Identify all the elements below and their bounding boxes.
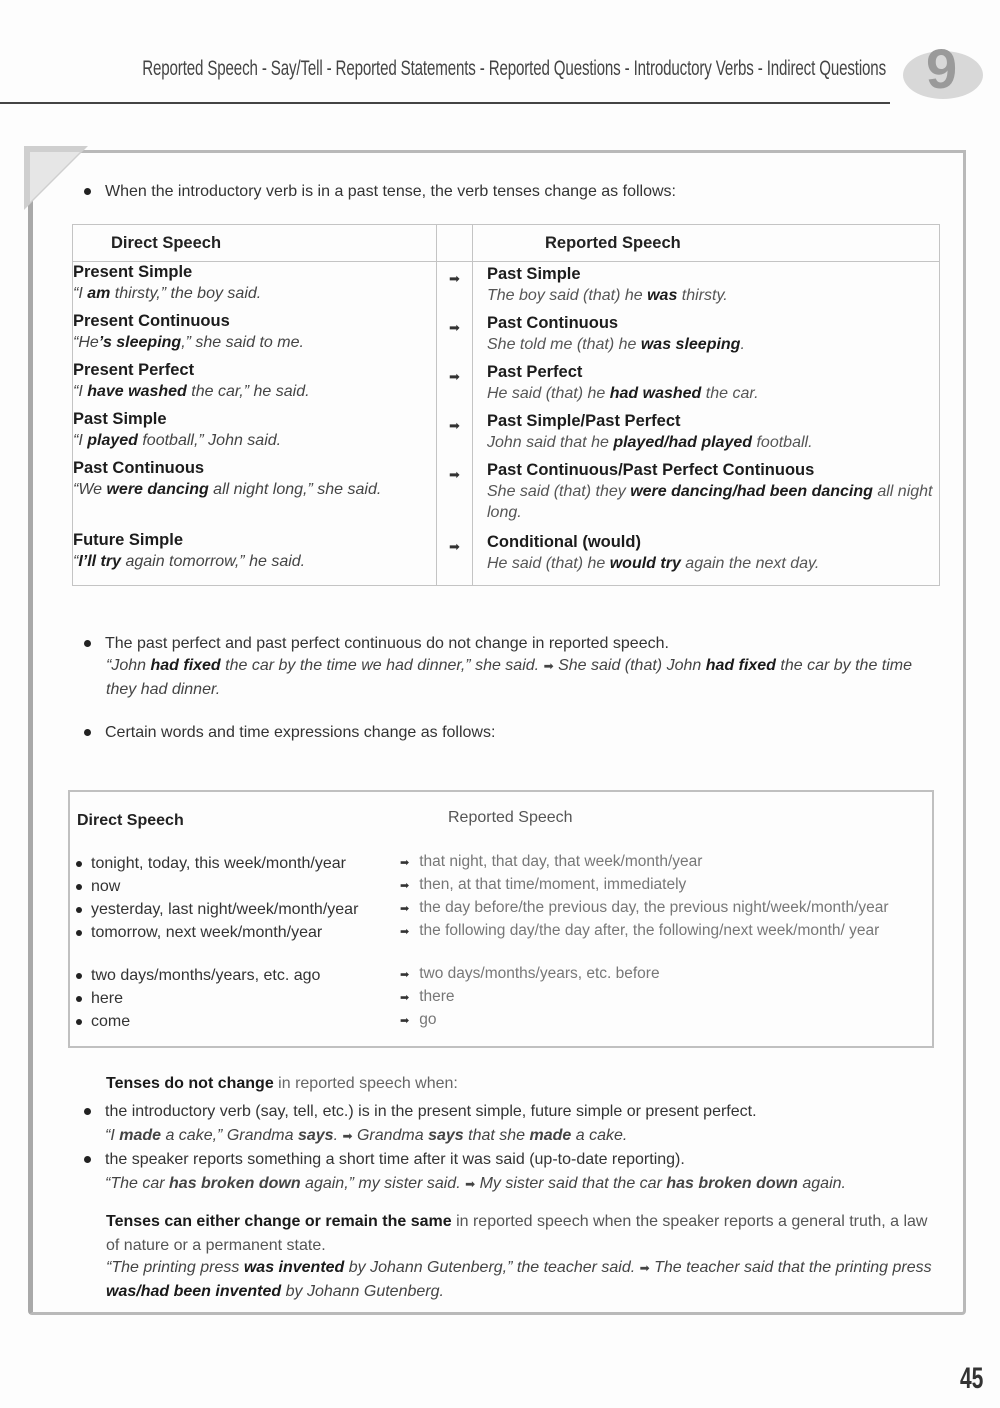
- no-change-example: “The car has broken down again,” my sister said. ➡ My sister said that the car has broken down again.: [105, 1175, 846, 1192]
- header-arrow-col: [437, 225, 473, 262]
- reported-tense: Past Continuous: [487, 314, 619, 332]
- direct-entry: [73, 262, 436, 304]
- direct-tense: Past Simple: [73, 410, 167, 428]
- reported-entry: [487, 313, 939, 355]
- intro-bullet: [84, 183, 676, 201]
- reported-expression: ➡ go: [400, 1011, 437, 1028]
- logo-number: 9: [926, 37, 958, 100]
- arrow-icon: ➡: [342, 1129, 353, 1143]
- page-curl-icon: [24, 146, 88, 210]
- past-perfect-note: [84, 632, 944, 656]
- reported-expression: ➡ that night, that day, that week/month/year: [400, 853, 703, 870]
- arrow-icon: ➡: [449, 320, 460, 335]
- arrow-icon: ➡: [465, 1177, 476, 1191]
- direct-example: “I played football,” John said.: [73, 432, 282, 449]
- direct-expression: here: [76, 987, 123, 1010]
- arrow-icon: ➡: [400, 880, 410, 892]
- header-direct-speech: Direct Speech: [73, 225, 437, 262]
- table-body-row: [73, 262, 940, 586]
- no-change-example: “I made a cake,” Grandma says. ➡ Grandma says that she made a cake.: [105, 1127, 628, 1144]
- no-change-heading: Tenses do not change in reported speech when:: [106, 1075, 458, 1092]
- arrow-icon: ➡: [400, 969, 410, 981]
- direct-expression: yesterday, last night/week/month/year: [76, 898, 358, 921]
- direct-tense: Present Continuous: [73, 312, 230, 330]
- reported-example: He said (that) he had washed the car.: [487, 385, 759, 402]
- no-change-item: the speaker reports something a short time after it was said (up-to-date reporting). “The car has broken down again,” my sister said. ➡ My sister said that the car has broken down again.: [84, 1148, 944, 1196]
- reported-entry: [487, 264, 939, 306]
- direct-example: “I’ll try again tomorrow,” he said.: [73, 553, 306, 570]
- arrow-icon: ➡: [449, 418, 460, 433]
- bullet-dot: [84, 188, 91, 195]
- bullet-dot: [76, 996, 82, 1002]
- arrow-icon: ➡: [400, 857, 410, 869]
- direct-entry: [73, 311, 436, 353]
- reported-expression: ➡ two days/months/years, etc. before: [400, 965, 660, 982]
- bullet-dot: [76, 973, 82, 979]
- bullet-dot: [76, 1019, 82, 1025]
- arrow-icon: ➡: [449, 369, 460, 384]
- reported-example: John said that he played/had played football.: [487, 434, 813, 451]
- bullet-dot: [76, 907, 82, 913]
- reported-entry: [487, 532, 939, 574]
- may-change-heading: Tenses can either change or remain the same in reported speech when the speaker reports a general truth, a law of nature or a permanent state.: [106, 1213, 928, 1254]
- words-note: [84, 724, 495, 742]
- arrow-icon: ➡: [400, 1015, 410, 1027]
- arrow-icon: ➡: [400, 903, 410, 915]
- reported-expression: ➡ the day before/the previous day, the previous night/week/month/year: [400, 899, 889, 916]
- arrow-icon: ➡: [449, 539, 460, 554]
- bullet-dot: [84, 1108, 91, 1115]
- reported-tense: Past Perfect: [487, 363, 583, 381]
- note-text: Certain words and time expressions change as follows:: [105, 724, 496, 741]
- direct-column: [73, 262, 437, 586]
- direct-tense: Present Perfect: [73, 361, 195, 379]
- direct-expression: tomorrow, next week/month/year: [76, 921, 322, 944]
- direct-example: “We were dancing all night long,” she said.: [73, 481, 382, 498]
- intro-text: When the introductory verb is in a past tense, the verb tenses change as follows:: [105, 183, 676, 200]
- reported-entry: [487, 362, 939, 404]
- past-perfect-example: “John had fixed the car by the time we had dinner,” she said. ➡ She said (that) John had fixed the car by the time they had dinner.: [106, 657, 913, 698]
- reported-entry: [487, 460, 939, 525]
- bullet-dot: [84, 640, 91, 647]
- reported-tense: Past Continuous/Past Perfect Continuous: [487, 461, 815, 479]
- reported-tense: Conditional (would): [487, 533, 641, 551]
- reported-example: She said (that) they were dancing/had been dancing all night long.: [487, 483, 933, 521]
- time-expressions-table: [68, 790, 934, 1048]
- header-title: Reported Speech - Say/Tell - Reported Statements - Reported Questions - Introductory Verbs - Indirect Questions: [142, 57, 886, 80]
- tense-change-table: [72, 224, 940, 586]
- may-change-example: “The printing press was invented by Johann Gutenberg,” the teacher said. ➡ The teacher said that the printing press was/had been invented by Johann Gutenberg.: [106, 1259, 932, 1300]
- direct-expression: two days/months/years, etc. ago: [76, 964, 320, 987]
- header-reported-speech: Reported Speech: [448, 809, 573, 826]
- direct-example: “He’s sleeping,” she said to me.: [73, 334, 304, 351]
- arrow-icon: ➡: [449, 467, 460, 482]
- reported-example: She told me (that) he was sleeping.: [487, 336, 745, 353]
- direct-expression: come: [76, 1010, 130, 1033]
- page-number: 45: [960, 1362, 984, 1395]
- bullet-dot: [76, 930, 82, 936]
- arrow-icon: ➡: [543, 659, 554, 673]
- direct-example: “I am thirsty,” the boy said.: [73, 285, 262, 302]
- arrow-icon: ➡: [400, 926, 410, 938]
- header-reported-speech: Reported Speech: [473, 225, 940, 262]
- no-change-item: the introductory verb (say, tell, etc.) is in the present simple, future simple or present perfect. “I made a cake,” Grandma says. ➡ Grandma says that she made a cake.: [84, 1100, 944, 1148]
- reported-expression: ➡ the following day/the day after, the following/next week/month/ year: [400, 922, 880, 939]
- note-text: The past perfect and past perfect continuous do not change in reported speech.: [105, 635, 669, 652]
- table-header-row: [73, 225, 940, 262]
- reported-tense: Past Simple: [487, 265, 581, 283]
- direct-example: “I have washed the car,” he said.: [73, 383, 310, 400]
- direct-tense: Future Simple: [73, 531, 184, 549]
- page-header: [0, 50, 890, 104]
- reported-example: The boy said (that) he was thirsty.: [487, 287, 728, 304]
- direct-entry: [73, 360, 436, 402]
- direct-tense: Present Simple: [73, 263, 193, 281]
- arrow-icon: ➡: [639, 1261, 650, 1275]
- reported-expression: ➡ then, at that time/moment, immediately: [400, 876, 687, 893]
- direct-tense: Past Continuous: [73, 459, 205, 477]
- bullet-dot: [76, 884, 82, 890]
- direct-entry: [73, 409, 436, 451]
- arrow-icon: ➡: [449, 271, 460, 286]
- direct-expression: now: [76, 875, 120, 898]
- reported-example: He said (that) he would try again the next day.: [487, 555, 820, 572]
- direct-expression: tonight, today, this week/month/year: [76, 852, 346, 875]
- bullet-dot: [84, 1156, 91, 1163]
- bullet-dot: [84, 729, 91, 736]
- reported-column: [473, 262, 940, 586]
- reported-tense: Past Simple/Past Perfect: [487, 412, 681, 430]
- arrow-icon: ➡: [400, 992, 410, 1004]
- unit-9-logo-icon: [898, 30, 988, 108]
- reported-entry: [487, 411, 939, 453]
- arrow-column: [437, 262, 473, 586]
- direct-entry: [73, 530, 436, 572]
- direct-entry: [73, 458, 436, 523]
- header-direct-speech: Direct Speech: [77, 812, 184, 829]
- reported-expression: ➡ there: [400, 988, 455, 1005]
- bullet-dot: [76, 861, 82, 867]
